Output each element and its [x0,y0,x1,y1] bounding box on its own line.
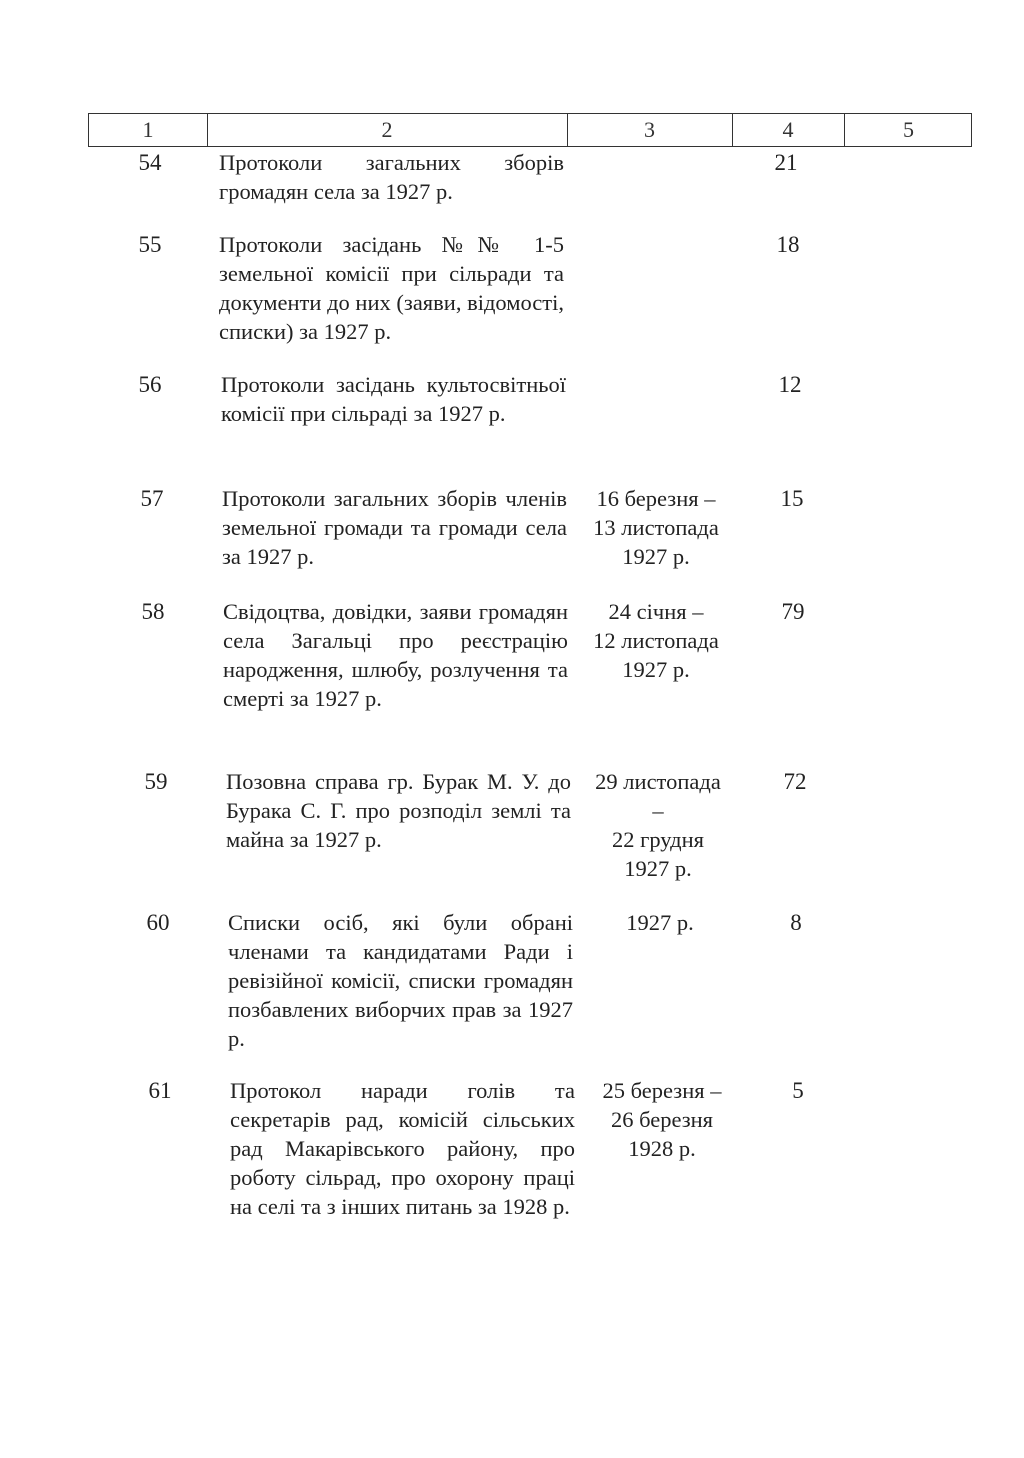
record-title: Протоколи загальних зборів громадян села за 1927 р. [219,150,564,204]
table-header-row [88,113,972,147]
record-title: Протоколи загальних зборів членів земельної громади та громади села за 1927 р. [222,486,567,569]
record-sheet-count: 5 [792,1078,804,1103]
record-number: 57 [140,486,164,511]
record-number: 58 [141,599,165,624]
record-title: Протоколи засідань культосвітньої комісії при сільраді за 1927 р. [221,372,566,426]
record-number: 56 [138,372,162,397]
column-header-4: 4 [782,117,794,142]
column-header-2: 2 [381,117,393,142]
record-sheet-count: 21 [774,150,798,175]
record-dates: 25 березня – 26 березня 1928 р. [602,1078,722,1161]
record-sheet-count: 18 [776,232,800,257]
record-number: 54 [138,150,162,175]
record-dates: 29 листопада – 22 грудня 1927 р. [595,769,721,881]
record-title: Свідоцтва, довідки, заяви громадян села Загальці про реєстрацію народження, шлюбу, розлучення та смерті за 1927 р. [223,599,568,711]
record-number: 59 [144,769,168,794]
record-dates: 24 січня – 12 листопада 1927 р. [593,599,719,682]
record-title: Протоколи засідань №№ 1-5 земельної комісії при сільради та документи до них (заяви, відомості, списки) за 1927 р. [219,232,564,344]
column-header-1: 1 [142,117,154,142]
record-title: Протокол наради голів та секретарів рад, комісій сільських рад Макарівського району, про роботу сільрад, про охорону праці на селі та з інших питань за 1928 р. [230,1078,575,1219]
record-number: 61 [148,1078,172,1103]
record-sheet-count: 72 [783,769,807,794]
column-header-5: 5 [903,117,914,142]
record-title: Списки осіб, які були обрані членами та кандидатами Ради і ревізійної комісії, списки громадян позбавлених виборчих прав за 1927 р. [228,910,573,1051]
record-title: Позовна справа гр. Бурак М. У. до Бурака С. Г. про розподіл землі та майна за 1927 р. [226,769,571,852]
column-header-3: 3 [644,117,655,142]
record-sheet-count: 8 [790,910,802,935]
record-sheet-count: 12 [778,372,802,397]
record-dates: 16 березня – 13 листопада 1927 р. [593,486,719,569]
record-sheet-count: 15 [780,486,804,511]
record-sheet-count: 79 [781,599,805,624]
record-dates: 1927 р. [626,910,694,935]
record-number: 60 [146,910,170,935]
record-number: 55 [138,232,162,257]
